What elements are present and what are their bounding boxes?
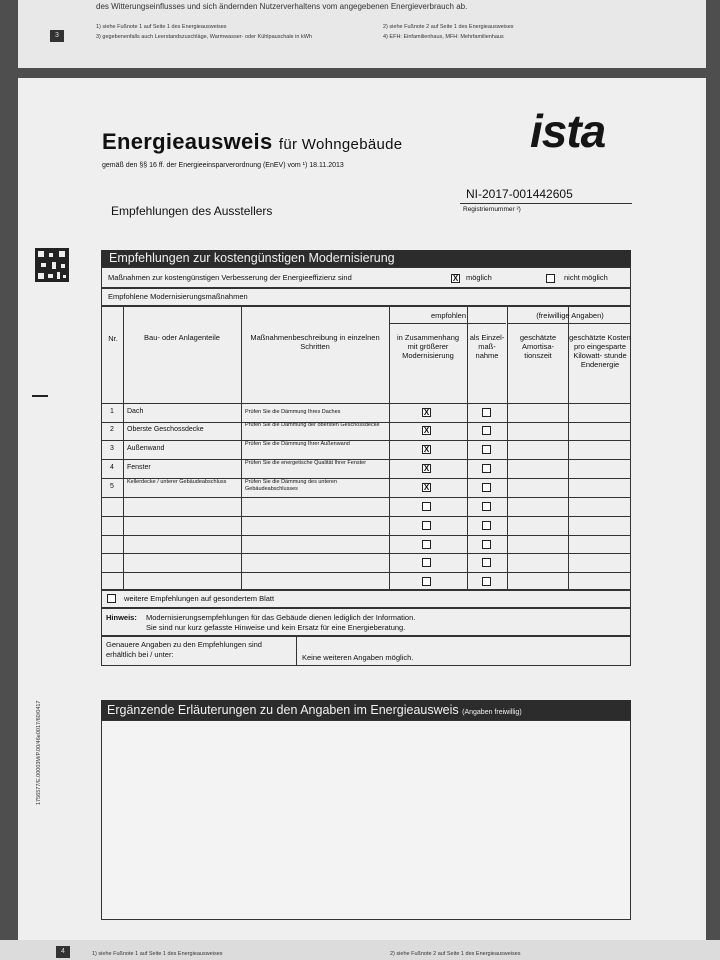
col-single: als Einzel- maß- nahme — [469, 333, 505, 360]
single-measure-checkbox[interactable] — [482, 558, 491, 567]
registration-label: Registriernummer ²) — [463, 206, 521, 213]
next-page-strip — [0, 940, 720, 960]
in-context-checkbox[interactable] — [422, 540, 431, 549]
in-context-checkbox[interactable]: X — [423, 408, 430, 417]
col-optional: (freiwillige Angaben) — [536, 311, 604, 320]
single-measure-checkbox[interactable] — [482, 521, 491, 530]
col-recommended: empfohlen — [430, 311, 467, 320]
footnote: 4) EFH: Einfamilienhaus, MFH: Mehrfamilienhaus — [383, 34, 504, 40]
page-number: 4 — [56, 946, 70, 958]
in-context-checkbox[interactable]: X — [423, 483, 430, 492]
possible-checkbox[interactable]: X — [452, 274, 459, 283]
single-measure-checkbox[interactable] — [482, 464, 491, 473]
col-nr: Nr. — [108, 334, 118, 343]
note-label: Hinweis: — [106, 613, 137, 622]
single-measure-checkbox[interactable] — [482, 408, 491, 417]
row-component: Kellerdecke / unterer Gebäudeabschluss — [127, 479, 227, 485]
single-measure-checkbox[interactable] — [482, 426, 491, 435]
previous-page-strip — [18, 0, 706, 68]
in-context-checkbox[interactable]: X — [423, 426, 430, 435]
row-component: Außenwand — [127, 445, 165, 452]
single-measure-checkbox[interactable] — [482, 577, 491, 586]
row-description: Prüfen Sie die Dämmung Ihres Daches — [245, 409, 341, 415]
col-amortization: geschätzte Amortisa- tionszeit — [519, 333, 557, 360]
footnote: 2) siehe Fußnote 2 auf Seite 1 des Energieausweises — [383, 24, 514, 30]
in-context-checkbox[interactable]: X — [423, 464, 430, 473]
row-component: Dach — [127, 408, 144, 415]
more-recommendations-label: weitere Empfehlungen auf gesondertem Blatt — [124, 594, 275, 603]
row-nr: 4 — [110, 464, 114, 471]
row-nr: 3 — [110, 445, 114, 452]
in-context-checkbox[interactable] — [422, 577, 431, 586]
ista-logo: ista — [530, 105, 606, 157]
details-label: Genauere Angaben zu den Empfehlungen sind — [106, 640, 262, 649]
col-description: Maßnahmenbeschreibung in einzelnen Schritten — [250, 333, 380, 351]
previous-page-number: 3 — [50, 30, 64, 42]
in-context-checkbox[interactable] — [422, 502, 431, 511]
details-label: erhältlich bei / unter: — [106, 650, 174, 659]
row-nr: 1 — [110, 408, 114, 415]
not-possible-label: nicht möglich — [564, 273, 608, 282]
recommended-label: Empfohlene Modernisierungsmaßnahmen — [108, 292, 248, 301]
divider — [460, 203, 632, 204]
row-description: Prüfen Sie die Dämmung Ihrer Außenwand — [245, 441, 350, 447]
single-measure-checkbox[interactable] — [482, 502, 491, 511]
recommendations-header: Empfehlungen zur kostengünstigen Modernisierung — [101, 250, 631, 267]
measures-text: Maßnahmen zur kostengünstigen Verbesserung der Energieeffizienz sind — [108, 273, 352, 282]
col-costs: geschätzte Kosten pro eingesparte Kilowatt- stunde Endenergie — [569, 333, 631, 369]
registration-number: NI-2017-001442605 — [466, 187, 573, 201]
note-text: Modernisierungsempfehlungen für das Gebäude dienen lediglich der Information. — [146, 613, 416, 622]
not-possible-checkbox[interactable] — [546, 274, 555, 283]
row-description: Prüfen Sie die Dämmung der obersten Geschossdecke — [245, 422, 380, 428]
footnote: 1) siehe Fußnote 1 auf Seite 1 des Energieausweises — [92, 951, 223, 957]
document-subtitle: gemäß den §§ 16 ff. der Energieeinsparverordnung (EnEV) vom ¹) 18.11.2013 — [102, 162, 344, 169]
note-text: Sie sind nur kurz gefasste Hinweise und kein Ersatz für eine Energieberatung. — [146, 623, 406, 632]
row-component: Fenster — [127, 464, 151, 471]
footnote: 3) gegebenenfalls auch Leerstandszuschläge, Warmwasser- oder Kühlpauschale in kWh — [96, 34, 312, 40]
row-description: Prüfen Sie die energetische Qualität Ihrer Fenster — [245, 460, 367, 466]
row-component: Oberste Geschossdecke — [127, 426, 204, 433]
single-measure-checkbox[interactable] — [482, 445, 491, 454]
supplementary-header: Ergänzende Erläuterungen zu den Angaben im Energieausweis (Angaben freiwillig) — [101, 700, 631, 720]
row-description: Prüfen Sie die Dämmung des unteren Gebäudeabschlusses — [245, 479, 338, 492]
section-title: Empfehlungen des Ausstellers — [111, 204, 273, 218]
single-measure-checkbox[interactable] — [482, 483, 491, 492]
row-nr: 5 — [110, 483, 114, 490]
single-measure-checkbox[interactable] — [482, 540, 491, 549]
in-context-checkbox[interactable]: X — [423, 445, 430, 454]
footnote: 2) siehe Fußnote 2 auf Seite 1 des Energieausweises — [390, 951, 521, 957]
previous-page-text: des Witterungseinflusses und sich ändernden Nutzerverhaltens vom angegebenen Energieverbrauch ab. — [96, 2, 468, 11]
col-in-context: in Zusammenhang mit größerer Modernisierung — [396, 333, 460, 360]
document-title: Energieausweis für Wohngebäude — [102, 129, 403, 154]
measures-table — [101, 306, 631, 590]
more-recommendations-checkbox[interactable] — [107, 594, 116, 603]
col-component: Bau- oder Anlagenteile — [144, 333, 220, 342]
supplementary-text-area[interactable] — [101, 720, 631, 920]
qr-code-icon — [35, 248, 69, 282]
in-context-checkbox[interactable] — [422, 558, 431, 567]
margin-mark — [32, 395, 48, 397]
footnote: 1) siehe Fußnote 1 auf Seite 1 des Energieausweises — [96, 24, 227, 30]
side-code: 1756577/E.00003M/P.00/46e0017/60/0417 — [36, 700, 42, 805]
row-nr: 2 — [110, 426, 114, 433]
possible-label: möglich — [466, 273, 492, 282]
in-context-checkbox[interactable] — [422, 521, 431, 530]
details-value: Keine weiteren Angaben möglich. — [302, 653, 414, 662]
